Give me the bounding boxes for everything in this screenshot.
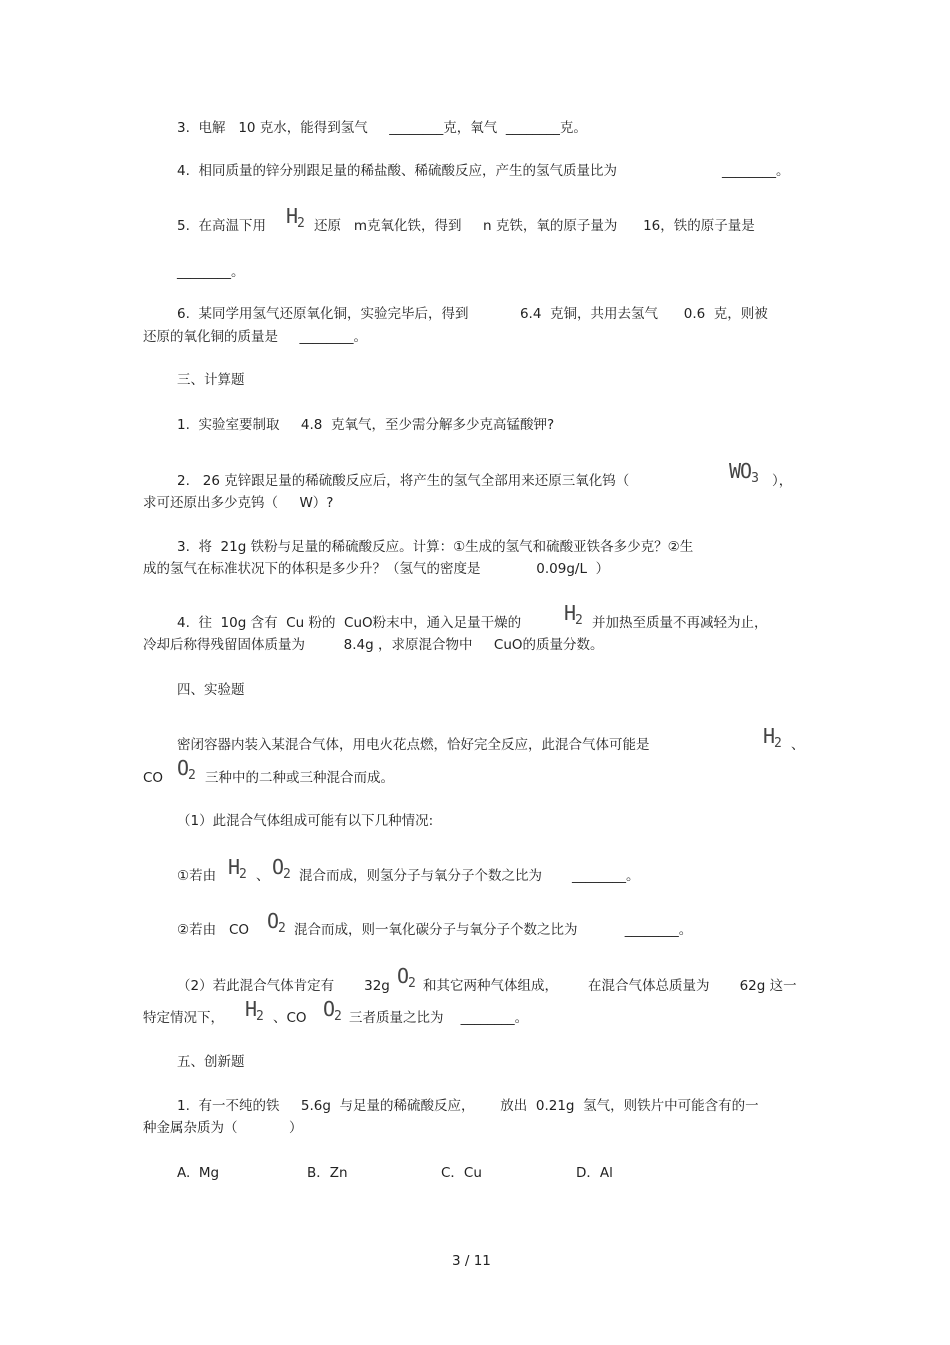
o2-formula: $O_2$ bbox=[267, 909, 285, 936]
q6-text: 6. 某同学用氢气还原氧化铜，实验完毕后，得到 6.4 克铜，共用去氢气 0.6 克，则被 bbox=[177, 306, 768, 322]
wo3-formula: $WO_3$ bbox=[729, 459, 758, 486]
c4-text-2: 并加热至质量不再减轻为止， bbox=[592, 615, 768, 631]
c2-text-3: 求可还原出多少克钨（ W）? bbox=[143, 495, 334, 511]
e4-text-4: 、CO bbox=[273, 1010, 307, 1026]
o2-formula: $O_2$ bbox=[272, 855, 290, 882]
e4-text-2: 和其它两种气体组成， 在混合气体总质量为 62g 这一 bbox=[423, 978, 797, 994]
e4-text-5: 三者质量之比为 ________。 bbox=[349, 1010, 529, 1026]
h2-formula: $H_2$ bbox=[228, 855, 246, 882]
c3-text: 3. 将 21g 铁粉与足量的稀硫酸反应。计算：①生成的氢气和硫酸亚铁各多少克？②生 bbox=[177, 539, 694, 555]
option-b: B．Zn bbox=[307, 1165, 348, 1181]
c2-text: 2. 26 克锌跟足量的稀硫酸反应后，将产生的氢气全部用来还原三氧化钨（ bbox=[177, 473, 630, 489]
e4-text: （2）若此混合气体肯定有 32g bbox=[177, 978, 390, 994]
o2-formula: $O_2$ bbox=[397, 964, 415, 991]
n1-text-2: 种金属杂质为（ ） bbox=[143, 1120, 303, 1136]
q6-text-2: 还原的氧化铜的质量是 ________。 bbox=[143, 329, 367, 345]
c3-text-2: 成的氢气在标准状况下的体积是多少升？（氢气的密度是 0.09g/L ） bbox=[143, 561, 610, 577]
page-number: 3 / 11 bbox=[452, 1253, 491, 1269]
n1-text: 1. 有一不纯的铁 5.6g 与足量的稀硫酸反应， 放出 0.21g 氢气，则铁片中可能含有的一 bbox=[177, 1098, 759, 1114]
q5-blank: ________。 bbox=[177, 264, 245, 280]
e0-text-2: 三种中的二种或三种混合而成。 bbox=[205, 770, 394, 786]
e3-text-2: 混合而成，则一氧化碳分子与氧分子个数之比为 ________。 bbox=[294, 922, 693, 938]
q4-blank: ________。 bbox=[722, 163, 790, 179]
section-title-innovation: 五、创新题 bbox=[177, 1054, 245, 1070]
q5-text: 5. 在高温下用 bbox=[177, 218, 266, 234]
section-title-calc: 三、计算题 bbox=[177, 372, 245, 388]
option-c: C．Cu bbox=[441, 1165, 482, 1181]
e3-text: ②若由 CO bbox=[177, 922, 250, 938]
e0-co: CO bbox=[143, 770, 164, 786]
option-a: A. Mg bbox=[177, 1165, 220, 1181]
e1-text: （1）此混合气体组成可能有以下几种情况: bbox=[177, 813, 434, 829]
option-d: D．Al bbox=[576, 1165, 613, 1181]
q3-text: 3. 电解 10 克水，能得到氢气 ________克，氧气 ________克。 bbox=[177, 120, 587, 136]
o2-formula: $O_2$ bbox=[177, 756, 195, 783]
c4-text-3: 冷却后称得残留固体质量为 8.4g ，求原混合物中 CuO的质量分数。 bbox=[143, 637, 604, 653]
c4-text: 4. 往 10g 含有 Cu 粉的 CuO粉末中，通入足量干燥的 bbox=[177, 615, 522, 631]
section-title-experiment: 四、实验题 bbox=[177, 682, 245, 698]
e0-sep: 、 bbox=[791, 737, 805, 753]
h2-formula: $H_2$ bbox=[763, 724, 781, 751]
o2-formula: $O_2$ bbox=[323, 997, 341, 1024]
e2-sep: 、 bbox=[256, 868, 270, 884]
e0-text: 密闭容器内装入某混合气体，用电火花点燃，恰好完全反应，此混合气体可能是 bbox=[177, 737, 650, 753]
h2-formula: $H_2$ bbox=[286, 204, 304, 231]
h2-formula: $H_2$ bbox=[564, 601, 582, 628]
c2-text-2: ）， bbox=[772, 473, 793, 489]
e2-text-2: 混合而成，则氢分子与氧分子个数之比为 ________。 bbox=[299, 868, 640, 884]
c1-text: 1. 实验室要制取 4.8 克氧气，至少需分解多少克高锰酸钾? bbox=[177, 417, 555, 433]
e2-text: ①若由 bbox=[177, 868, 217, 884]
h2-formula: $H_2$ bbox=[245, 997, 263, 1024]
q4-text: 4. 相同质量的锌分别跟足量的稀盐酸、稀硫酸反应，产生的氢气质量比为 bbox=[177, 163, 617, 179]
e4-text-3: 特定情况下， bbox=[143, 1010, 224, 1026]
q5-text-2: 还原 m克氧化铁，得到 n 克铁，氧的原子量为 16，铁的原子量是 bbox=[314, 218, 755, 234]
